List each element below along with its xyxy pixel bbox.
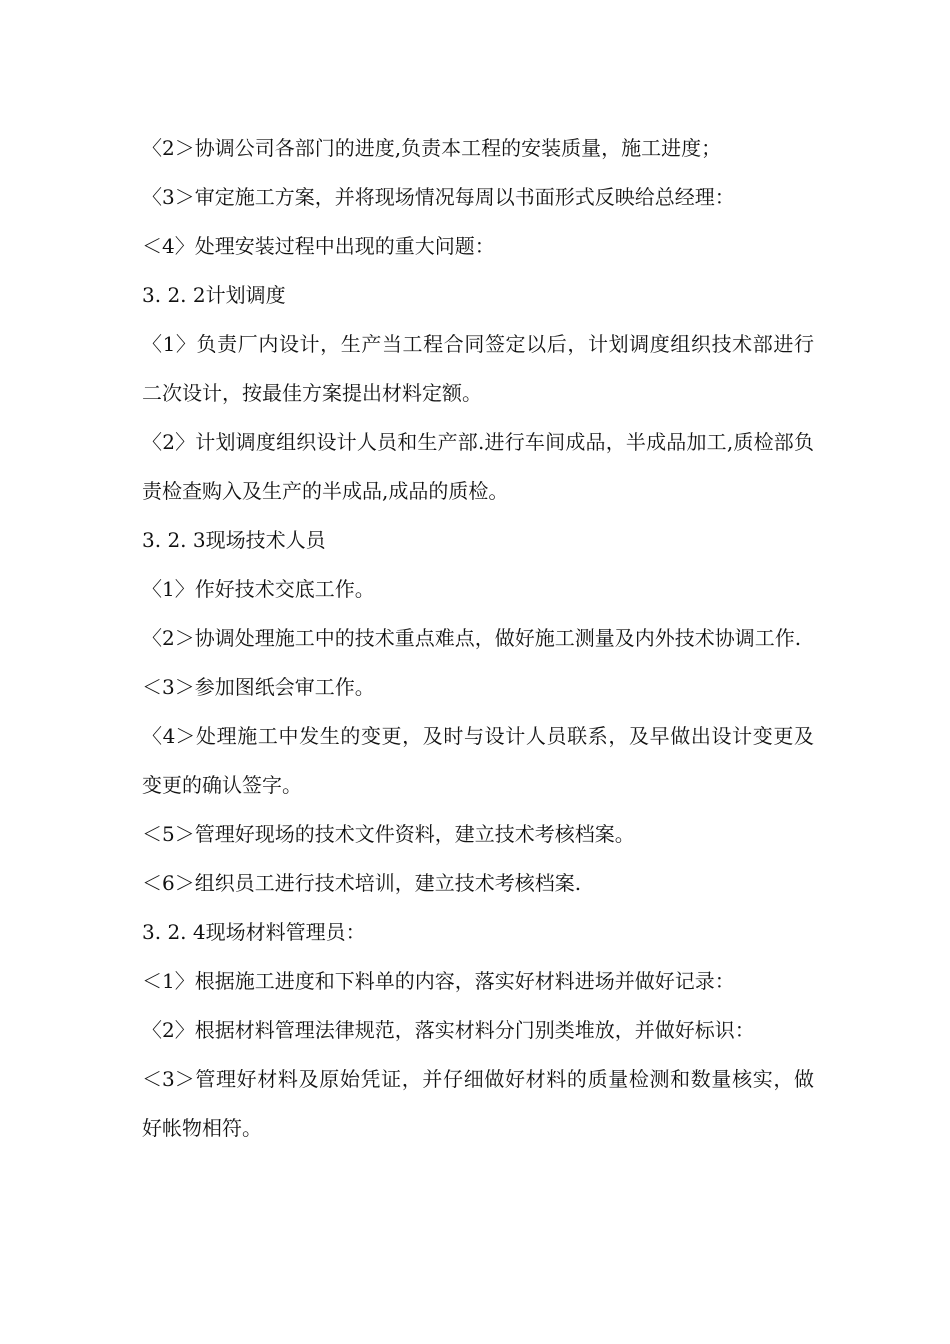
paragraph-material-2: 〈2〉根据材料管理法律规范，落实材料分门别类堆放，并做好标识： — [142, 1018, 755, 1042]
paragraph-duty-2: 〈2＞协调公司各部门的进度,负责本工程的安装质量，施工进度； — [142, 136, 722, 160]
paragraph-tech-4: 〈4＞处理施工中发生的变更，及时与设计人员联系，及早做出设计变更及变更的确认签字。 — [142, 724, 814, 797]
paragraph-planning-1: 〈1〉负责厂内设计，生产当工程合同签定以后，计划调度组织技术部进行二次设计，按最佳方案提出材料定额。 — [142, 332, 814, 405]
paragraph-planning-2: 〈2〉计划调度组织设计人员和生产部.进行车间成品，半成品加工,质检部负责检查购入及生产的半成品,成品的质检。 — [142, 430, 814, 503]
paragraph-tech-1: 〈1〉作好技术交底工作。 — [142, 577, 375, 601]
section-heading-3-2-4: 3. 2. 4现场材料管理员： — [142, 920, 366, 944]
section-heading-3-2-3: 3. 2. 3现场技术人员 — [142, 528, 326, 552]
document-body — [142, 124, 814, 1153]
paragraph-duty-4: ＜4〉处理安装过程中出现的重大问题： — [142, 234, 495, 258]
paragraph-tech-5: ＜5＞管理好现场的技术文件资料，建立技术考核档案。 — [142, 822, 635, 846]
paragraph-tech-3: ＜3＞参加图纸会审工作。 — [142, 675, 375, 699]
paragraph-tech-2: 〈2＞协调处理施工中的技术重点难点，做好施工测量及内外技术协调工作. — [142, 626, 802, 650]
paragraph-duty-3: 〈3＞审定施工方案，并将现场情况每周以书面形式反映给总经理： — [142, 185, 735, 209]
paragraph-material-3: ＜3＞管理好材料及原始凭证，并仔细做好材料的质量检测和数量核实，做好帐物相符。 — [142, 1067, 814, 1140]
paragraph-tech-6: ＜6＞组织员工进行技术培训，建立技术考核档案. — [142, 871, 582, 895]
paragraph-material-1: ＜1〉根据施工进度和下料单的内容，落实好材料进场并做好记录： — [142, 969, 735, 993]
section-heading-3-2-2: 3. 2. 2计划调度 — [142, 283, 286, 307]
